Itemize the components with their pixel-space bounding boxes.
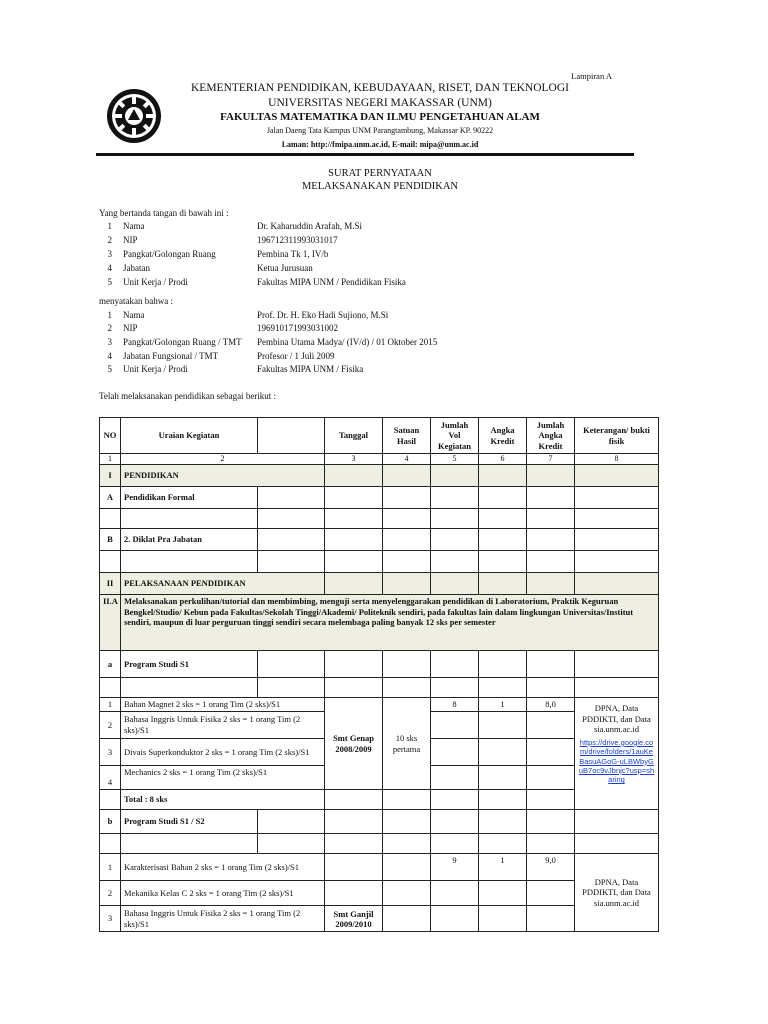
section-row (100, 573, 659, 595)
signer-value: Ketua Jurusuan (257, 263, 313, 273)
header-tanggal: Tanggal (325, 418, 383, 454)
attachment-label: Lampiran A (571, 71, 612, 81)
signer-no: 1 (107, 221, 112, 231)
column-index: 2 (121, 454, 325, 465)
table-row (100, 551, 659, 573)
activity-intro: Telah melaksanakan pendidikan sebagai berikut : (99, 391, 277, 401)
subject-no: 3 (107, 337, 112, 347)
course-no: 1 (100, 698, 121, 712)
signer-label: Pangkat/Golongan Ruang (123, 249, 216, 259)
faculty-name: FAKULTAS MATEMATIKA DAN ILMU PENGETAHUAN ALAM (220, 111, 540, 123)
course-no: 3 (100, 906, 121, 932)
column-index: 8 (575, 454, 659, 465)
column-index: 3 (325, 454, 383, 465)
subsection-row (100, 487, 659, 509)
stated-text: menyatakan bahwa : (99, 296, 173, 306)
course-no: 2 (100, 881, 121, 906)
course-no: 2 (100, 712, 121, 739)
subsection-no: A (100, 487, 121, 509)
subsection-no: B (100, 529, 121, 551)
course-no: 3 (100, 739, 121, 766)
signer-label: Jabatan (123, 263, 150, 273)
total-label: Total : 8 sks (121, 790, 325, 810)
contact-line: Laman: http://fmipa.unm.ac.id, E-mail: mipa@unm.ac.id (281, 140, 479, 149)
subject-no: 5 (107, 364, 112, 374)
section-no: II (100, 573, 121, 595)
course-no: 1 (100, 854, 121, 881)
subject-no: 2 (107, 323, 112, 333)
section-row (100, 465, 659, 487)
program-row (100, 810, 659, 834)
program-row (100, 651, 659, 678)
section-no: I (100, 465, 121, 487)
evidence-cell (575, 698, 659, 810)
subsection-label: Pendidikan Formal (121, 487, 258, 509)
address: Jalan Daeng Tata Kampus UNM Parangtambung, Makassar KP. 90222 (266, 126, 494, 135)
subject-label: Unit Kerja / Prodi (123, 364, 188, 374)
header-rule (96, 153, 634, 156)
signer-no: 5 (107, 277, 112, 287)
course-name: Bahasa Inggris Untuk Fisika 2 sks = 1 orang Tim (2 sks)/S1 (121, 906, 325, 932)
header-satuan: Satuan Hasil (383, 418, 431, 454)
evidence-link[interactable]: https://drive.google.com/drive/folders/1auKeBasuAGoG-uLBWbyGuB7oc9vJbnjc?usp=sharing (578, 737, 655, 785)
column-index: 6 (479, 454, 527, 465)
signer-label: Unit Kerja / Prodi (123, 277, 188, 287)
header-no: NO (100, 418, 121, 454)
course-row (100, 698, 659, 712)
total-credit-value: 9,0 (527, 854, 575, 881)
column-index-row (100, 454, 659, 465)
table-header-row (100, 418, 659, 454)
university-logo (106, 88, 162, 144)
table-row (100, 509, 659, 529)
activity-description: Melaksanakan perkulihan/tutorial dan membimbing, menguji serta menyelenggarakan pendidikan di Laboratorium, Praktik Keguruan Bengkel/Studio/ Kebun pada Fakultas/Sekolah Tinggi/Akademi/ Politeknik sendiri, pada fakultas lain dalam lingkungan Universitas/Institut sendiri, maupun di luar perguruan tinggi sendiri secara melembaga paling banyak 12 sks per semester (121, 595, 659, 651)
evidence-text: DPNA, Data PDDIKTI, dan Data sia.unm.ac.id (575, 854, 659, 932)
course-no: 4 (100, 766, 121, 790)
subject-no: 1 (107, 310, 112, 320)
university-name: UNIVERSITAS NEGERI MAKASSAR (UNM) (268, 97, 492, 109)
course-row (100, 854, 659, 881)
total-credit-value: 8,0 (527, 698, 575, 712)
credit-value: 1 (479, 854, 527, 881)
subject-value: Profesor / 1 Juli 2009 (257, 351, 335, 361)
subject-value: Fakultas MIPA UNM / Fisika (257, 364, 364, 374)
unit-result: 10 sks pertama (383, 698, 431, 790)
signer-label: NIP (123, 235, 138, 245)
credit-value: 1 (479, 698, 527, 712)
header-jumlah-angka: Jumlah Angka Kredit (527, 418, 575, 454)
column-index: 5 (431, 454, 479, 465)
section-label: PENDIDIKAN (121, 465, 325, 487)
header-keterangan: Keterangan/ bukti fisik (575, 418, 659, 454)
intro-text: Yang bertanda tangan di bawah ini : (99, 208, 229, 218)
header-uraian: Uraian Kegiatan (121, 418, 258, 454)
activity-table (99, 417, 659, 932)
evidence-text: DPNA, Data PDDIKTI, dan Data sia.unm.ac.id (582, 703, 651, 735)
ministry-name: KEMENTERIAN PENDIDIKAN, KEBUDAYAAN, RISET, DAN TEKNOLOGI (191, 82, 569, 94)
semester-date: Smt Genap 2008/2009 (325, 698, 383, 790)
subject-label: Jabatan Fungsional / TMT (123, 351, 219, 361)
program-no: b (100, 810, 121, 834)
course-name: Bahasa Inggris Untuk Fisika 2 sks = 1 orang Tim (2 sks)/S1 (121, 712, 325, 739)
column-index: 4 (383, 454, 431, 465)
activity-no: II.A (100, 595, 121, 651)
document-title: SURAT PERNYATAAN (328, 168, 432, 179)
course-name: Karakterisasi Bahan 2 sks = 1 orang Tim (2 sks)/S1 (121, 854, 325, 881)
column-index: 7 (527, 454, 575, 465)
course-name: Divais Superkonduktor 2 sks = 1 orang Tim (2 sks)/S1 (121, 739, 325, 766)
subsection-label: 2. Diklat Pra Jabatan (121, 529, 258, 551)
program-label: Program Studi S1 / S2 (121, 810, 258, 834)
signer-value: Pembina Tk 1, IV/b (257, 249, 329, 259)
header-angka-kredit: Angka Kredit (479, 418, 527, 454)
subject-label: NIP (123, 323, 138, 333)
activity-description-row (100, 595, 659, 651)
course-name: Bahan Magnet 2 sks = 1 orang Tim (2 sks)/S1 (121, 698, 325, 712)
table-row (100, 834, 659, 854)
volume-value: 8 (431, 698, 479, 712)
signer-value: 196712311993031017 (257, 235, 338, 245)
program-no: a (100, 651, 121, 678)
subject-label: Pangkat/Golongan Ruang / TMT (123, 337, 242, 347)
signer-label: Nama (123, 221, 145, 231)
subject-no: 4 (107, 351, 112, 361)
subject-value: Pembina Utama Madya/ (IV/d) / 01 Oktober 2015 (257, 337, 438, 347)
table-row (100, 678, 659, 698)
subsection-row (100, 529, 659, 551)
course-name: Mekanika Kelas C 2 sks = 1 orang Tim (2 sks)/S1 (121, 881, 325, 906)
subject-value: 196910171993031002 (257, 323, 338, 333)
course-name: Mechanics 2 sks = 1 orang Tim (2 sks)/S1 (121, 766, 325, 790)
header-jumlah-vol: Jumlah Vol Kegiatan (431, 418, 479, 454)
program-label: Program Studi S1 (121, 651, 258, 678)
semester-date: Smt Ganjil 2009/2010 (325, 906, 383, 932)
subject-value: Prof. Dr. H. Eko Hadi Sujiono, M.Si (257, 310, 389, 320)
signer-value: Fakultas MIPA UNM / Pendidikan Fisika (257, 277, 406, 287)
column-index: 1 (100, 454, 121, 465)
signer-no: 2 (107, 235, 112, 245)
signer-no: 3 (107, 249, 112, 259)
section-label: PELAKSANAAN PENDIDIKAN (121, 573, 325, 595)
signer-no: 4 (107, 263, 112, 273)
volume-value: 9 (431, 854, 479, 881)
document-subtitle: MELAKSANAKAN PENDIDIKAN (301, 181, 459, 192)
signer-value: Dr. Kaharuddin Arafah, M.Si (257, 221, 362, 231)
subject-label: Nama (123, 310, 145, 320)
